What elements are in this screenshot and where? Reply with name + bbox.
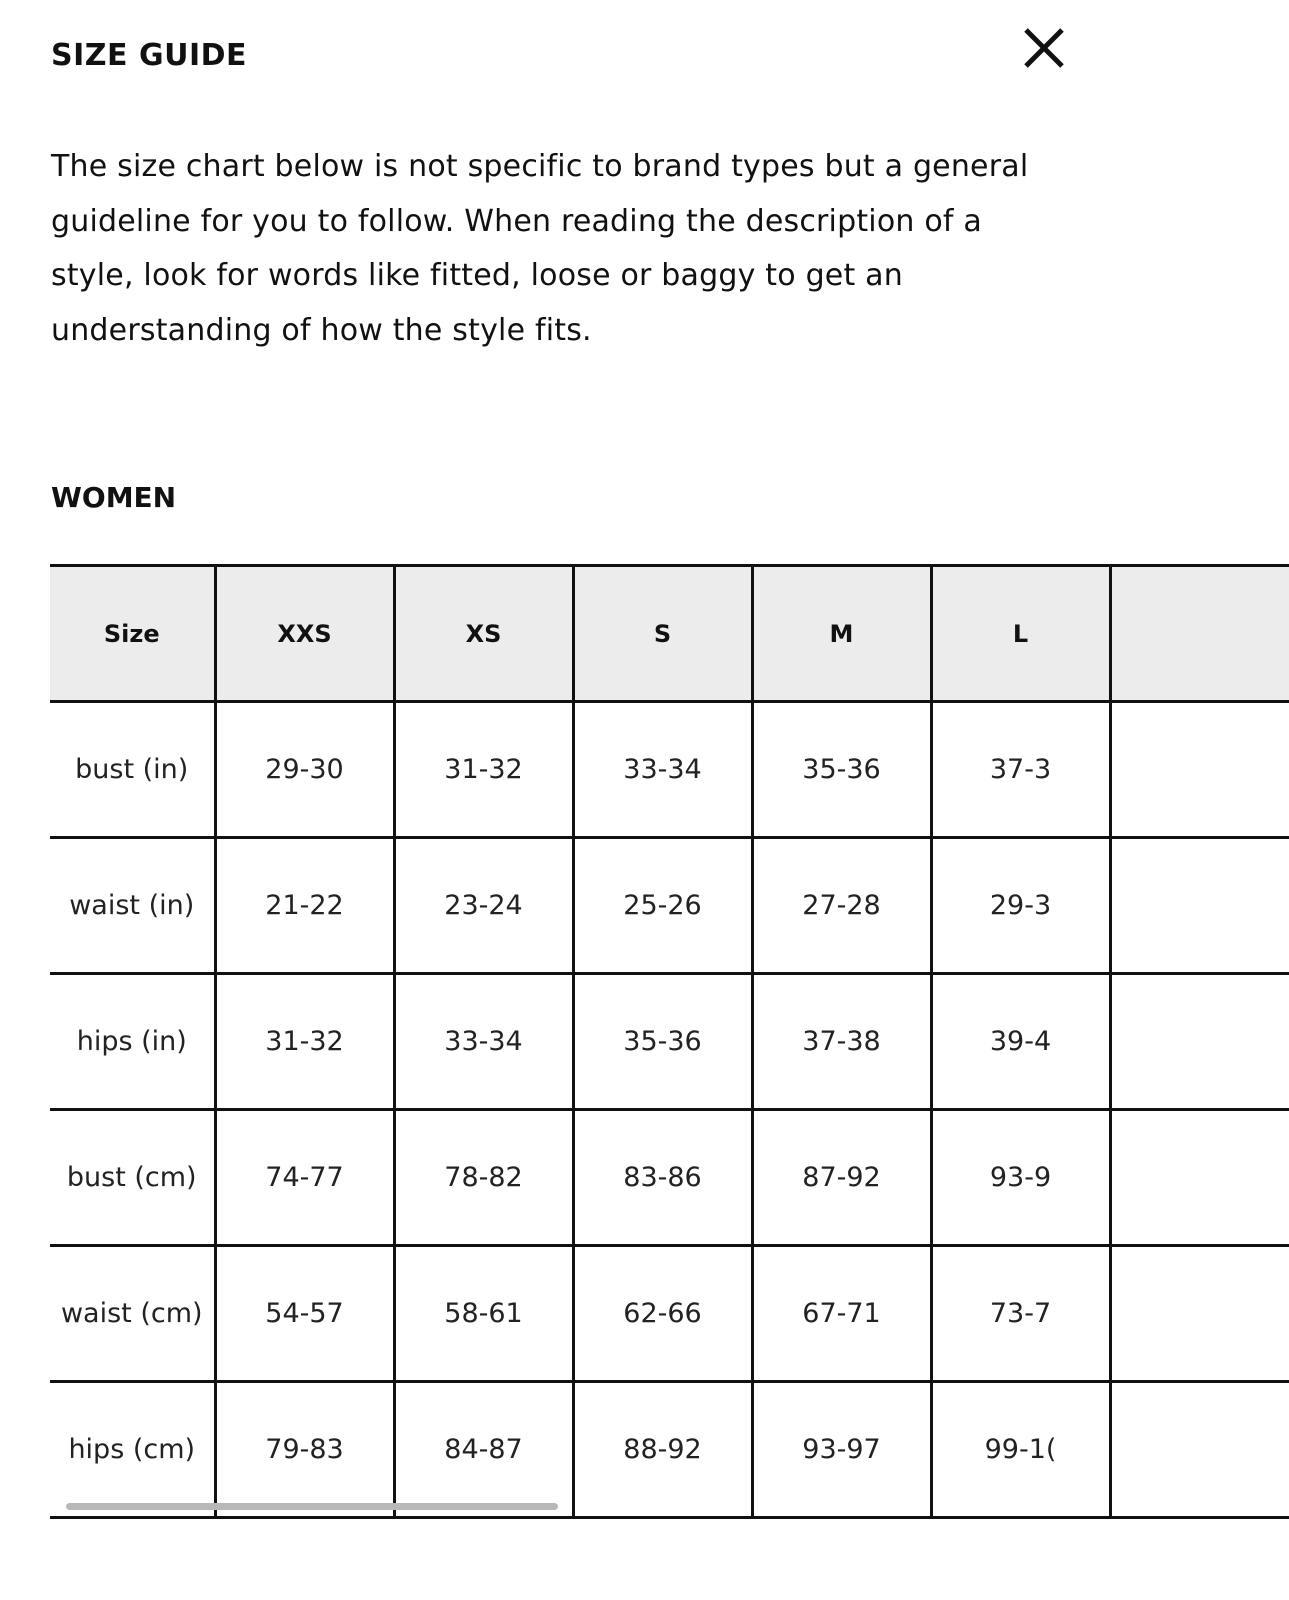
horizontal-scrollbar[interactable] bbox=[66, 1503, 558, 1510]
intro-text: The size chart below is not specific to brand types but a general guideline for you to follow. When reading the description of a style, look for words like fitted, loose or baggy to get an understanding of how the style fits. bbox=[51, 149, 1029, 348]
close-icon[interactable] bbox=[1020, 24, 1068, 72]
table-cell: 31-32 bbox=[215, 974, 394, 1110]
table-cell: 37-38 bbox=[752, 974, 931, 1110]
table-cell: 54-57 bbox=[215, 1246, 394, 1382]
table-cell: 83-86 bbox=[573, 1110, 752, 1246]
table-cell: 99-1( bbox=[931, 1382, 1110, 1518]
table-cell: 37-3 bbox=[931, 702, 1110, 838]
table-cell: 31-32 bbox=[394, 702, 573, 838]
header-cell-l: L bbox=[931, 566, 1110, 702]
header-cell-xs: XS bbox=[394, 566, 573, 702]
header-cell-s: S bbox=[573, 566, 752, 702]
table-row bbox=[50, 1110, 1289, 1246]
table-cell: 33-34 bbox=[394, 974, 573, 1110]
table-cell: 21-22 bbox=[215, 838, 394, 974]
row-label: hips (in) bbox=[50, 974, 215, 1110]
table-cell: 29-30 bbox=[215, 702, 394, 838]
table-cell: 58-61 bbox=[394, 1246, 573, 1382]
row-label: bust (in) bbox=[50, 702, 215, 838]
table-cell: 67-71 bbox=[752, 1246, 931, 1382]
table-row bbox=[50, 974, 1289, 1110]
table-cell: 84-87 bbox=[394, 1382, 573, 1518]
table-cell: 62-66 bbox=[573, 1246, 752, 1382]
section-title-women: WOMEN bbox=[51, 481, 177, 514]
close-button[interactable] bbox=[1020, 24, 1068, 72]
table-cell: 25-26 bbox=[573, 838, 752, 974]
row-label: waist (in) bbox=[50, 838, 215, 974]
table-cell: 79-83 bbox=[215, 1382, 394, 1518]
table-cell-overflow bbox=[1110, 974, 1289, 1110]
table-cell: 35-36 bbox=[752, 702, 931, 838]
table-row bbox=[50, 1246, 1289, 1382]
table-cell: 87-92 bbox=[752, 1110, 931, 1246]
table-cell-overflow bbox=[1110, 838, 1289, 974]
table-cell: 78-82 bbox=[394, 1110, 573, 1246]
header-cell-m: M bbox=[752, 566, 931, 702]
table-cell: 23-24 bbox=[394, 838, 573, 974]
row-label: hips (cm) bbox=[50, 1382, 215, 1518]
header-cell-size: Size bbox=[50, 566, 215, 702]
table-row bbox=[50, 1382, 1289, 1518]
row-label: waist (cm) bbox=[50, 1246, 215, 1382]
table-cell-overflow bbox=[1110, 1110, 1289, 1246]
table-cell: 27-28 bbox=[752, 838, 931, 974]
table-cell: 33-34 bbox=[573, 702, 752, 838]
header-cell-overflow bbox=[1110, 566, 1289, 702]
table-cell-overflow bbox=[1110, 702, 1289, 838]
table-cell: 74-77 bbox=[215, 1110, 394, 1246]
table-cell: 73-7 bbox=[931, 1246, 1110, 1382]
table-cell-overflow bbox=[1110, 1246, 1289, 1382]
table-cell: 29-3 bbox=[931, 838, 1110, 974]
page-title: SIZE GUIDE bbox=[51, 38, 248, 73]
size-table bbox=[50, 564, 1289, 1519]
table-cell: 88-92 bbox=[573, 1382, 752, 1518]
row-label: bust (cm) bbox=[50, 1110, 215, 1246]
table-cell-overflow bbox=[1110, 1382, 1289, 1518]
table-row bbox=[50, 702, 1289, 838]
table-row bbox=[50, 838, 1289, 974]
table-cell: 39-4 bbox=[931, 974, 1110, 1110]
header-cell-xxs: XXS bbox=[215, 566, 394, 702]
table-cell: 93-9 bbox=[931, 1110, 1110, 1246]
table-cell: 93-97 bbox=[752, 1382, 931, 1518]
table-header-row bbox=[50, 566, 1289, 702]
table-cell: 35-36 bbox=[573, 974, 752, 1110]
size-table-scroll-area[interactable] bbox=[50, 564, 1057, 1524]
